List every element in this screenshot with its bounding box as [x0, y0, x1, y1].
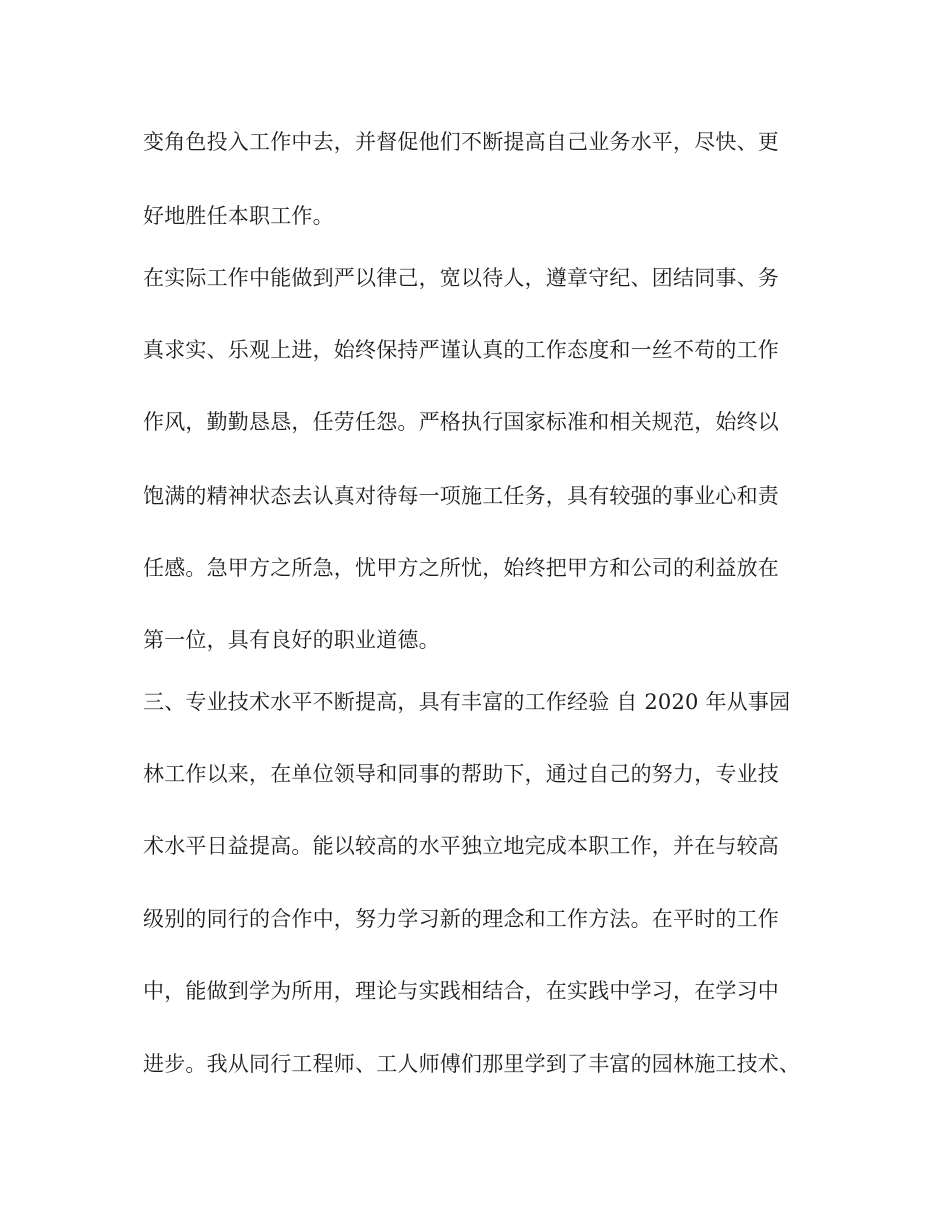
text-line: 进步。我从同行工程师、工人师傅们那里学到了丰富的园林施工技术、 — [143, 1052, 801, 1076]
text-line: 好地胜任本职工作。 — [143, 204, 334, 228]
text-line: 真求实、乐观上进，始终保持严谨认真的工作态度和一丝不苟的工作 — [143, 338, 779, 362]
section-heading-line: 三、专业技术水平不断提高，具有丰富的工作经验 自 2020 年从事园 — [143, 690, 791, 714]
text-line: 林工作以来，在单位领导和同事的帮助下，通过自己的努力，专业技 — [143, 762, 779, 786]
text-line: 术水平日益提高。能以较高的水平独立地完成本职工作，并在与较高 — [143, 834, 779, 858]
text-line: 级别的同行的合作中，努力学习新的理念和工作方法。在平时的工作 — [143, 907, 779, 931]
text-line: 作风，勤勤恳恳，任劳任怨。严格执行国家标准和相关规范，始终以 — [143, 410, 779, 434]
text-line: 第一位，具有良好的职业道德。 — [143, 628, 440, 652]
text-line: 中，能做到学为所用，理论与实践相结合，在实践中学习，在学习中 — [143, 979, 779, 1003]
text-line: 变角色投入工作中去，并督促他们不断提高自己业务水平，尽快、更 — [143, 130, 779, 154]
text-line: 饱满的精神状态去认真对待每一项施工任务，具有较强的事业心和责 — [143, 484, 779, 508]
text-line: 在实际工作中能做到严以律己，宽以待人，遵章守纪、团结同事、务 — [143, 266, 779, 290]
text-line: 任感。急甲方之所急，忧甲方之所忧，始终把甲方和公司的利益放在 — [143, 556, 779, 580]
